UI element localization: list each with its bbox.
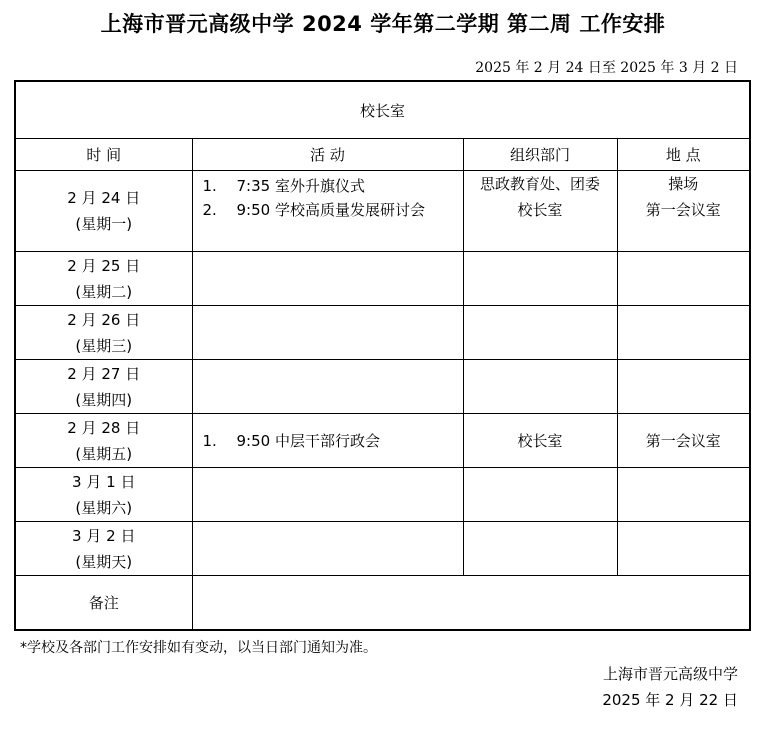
table-row	[15, 306, 750, 360]
place-cell	[617, 252, 750, 306]
place-cell	[617, 414, 750, 468]
date-cell	[15, 360, 192, 414]
date-label: 3 月 1 日	[72, 472, 136, 491]
date-cell	[15, 468, 192, 522]
activity-list	[193, 171, 463, 222]
page-title: 上海市晋元高级中学 2024 学年第二学期 第二周 工作安排	[100, 12, 666, 36]
dept-label: 校长室	[517, 432, 563, 450]
activity-text: 7:35 室外升旗仪式	[236, 177, 365, 195]
date-label: 2 月 27 日	[67, 364, 141, 383]
dept-cell	[463, 171, 617, 252]
table-row	[15, 468, 750, 522]
schedule-table	[14, 80, 751, 631]
activity-cell	[192, 468, 463, 522]
header-place: 地 点	[617, 139, 750, 171]
date-cell	[15, 306, 192, 360]
date-label: 2 月 26 日	[67, 310, 141, 329]
activity-number: 2.	[202, 201, 217, 219]
weekday-label: (星期天)	[75, 552, 133, 571]
table-row	[15, 252, 750, 306]
place-cell	[617, 522, 750, 576]
remark-label: 备注	[15, 576, 192, 631]
date-cell	[15, 414, 192, 468]
activity-cell	[192, 414, 463, 468]
list-item	[193, 174, 463, 198]
dept-label: 思政教育处、团委	[479, 175, 600, 193]
activity-cell	[192, 252, 463, 306]
dept-cell	[463, 306, 617, 360]
dept-cell	[463, 414, 617, 468]
footnote: *学校及各部门工作安排如有变动，以当日部门通知为准。	[20, 640, 377, 656]
list-item	[193, 198, 463, 222]
table-row	[15, 360, 750, 414]
place-label: 第一会议室	[645, 432, 721, 450]
activity-cell	[192, 171, 463, 252]
signature-school: 上海市晋元高级中学	[602, 665, 738, 683]
weekday-label: (星期一)	[75, 215, 133, 233]
place-cell	[617, 306, 750, 360]
activity-list	[193, 429, 463, 453]
weekday-label: (星期六)	[75, 498, 133, 517]
weekday-label: (星期四)	[75, 390, 133, 409]
list-item	[193, 429, 463, 453]
date-label: 2 月 24 日	[67, 189, 141, 207]
place-cell	[617, 468, 750, 522]
weekday-label: (星期二)	[75, 282, 133, 301]
header-time: 时 间	[15, 139, 192, 171]
activity-number: 1.	[202, 431, 217, 450]
header-row	[15, 139, 750, 171]
date-range: 2025 年 2 月 24 日至 2025 年 3 月 2 日	[475, 60, 738, 76]
place-label: 第一会议室	[645, 201, 721, 219]
activity-text: 9:50 学校高质量发展研讨会	[236, 201, 425, 219]
table-row	[15, 414, 750, 468]
date-label: 2 月 28 日	[67, 418, 141, 437]
dept-label: 校长室	[517, 201, 563, 219]
remark-value	[192, 576, 750, 631]
date-cell	[15, 171, 192, 252]
activity-text: 9:50 中层干部行政会	[236, 431, 380, 450]
dept-cell	[463, 252, 617, 306]
place-label: 操场	[668, 175, 699, 193]
activity-cell	[192, 360, 463, 414]
dept-cell	[463, 468, 617, 522]
activity-number: 1.	[202, 177, 217, 195]
place-cell	[617, 360, 750, 414]
signature-date: 2025 年 2 月 22 日	[602, 691, 738, 709]
date-cell	[15, 252, 192, 306]
date-label: 2 月 25 日	[67, 256, 141, 275]
header-activity: 活 动	[192, 139, 463, 171]
activity-cell	[192, 306, 463, 360]
remark-row	[15, 576, 750, 631]
activity-cell	[192, 522, 463, 576]
weekday-label: (星期五)	[75, 444, 133, 463]
table-row	[15, 171, 750, 252]
date-label: 3 月 2 日	[72, 526, 136, 545]
weekday-label: (星期三)	[75, 336, 133, 355]
table-row	[15, 522, 750, 576]
date-cell	[15, 522, 192, 576]
header-dept: 组织部门	[463, 139, 617, 171]
office-title: 校长室	[15, 81, 750, 139]
dept-cell	[463, 360, 617, 414]
office-row	[15, 81, 750, 139]
dept-cell	[463, 522, 617, 576]
place-cell	[617, 171, 750, 252]
